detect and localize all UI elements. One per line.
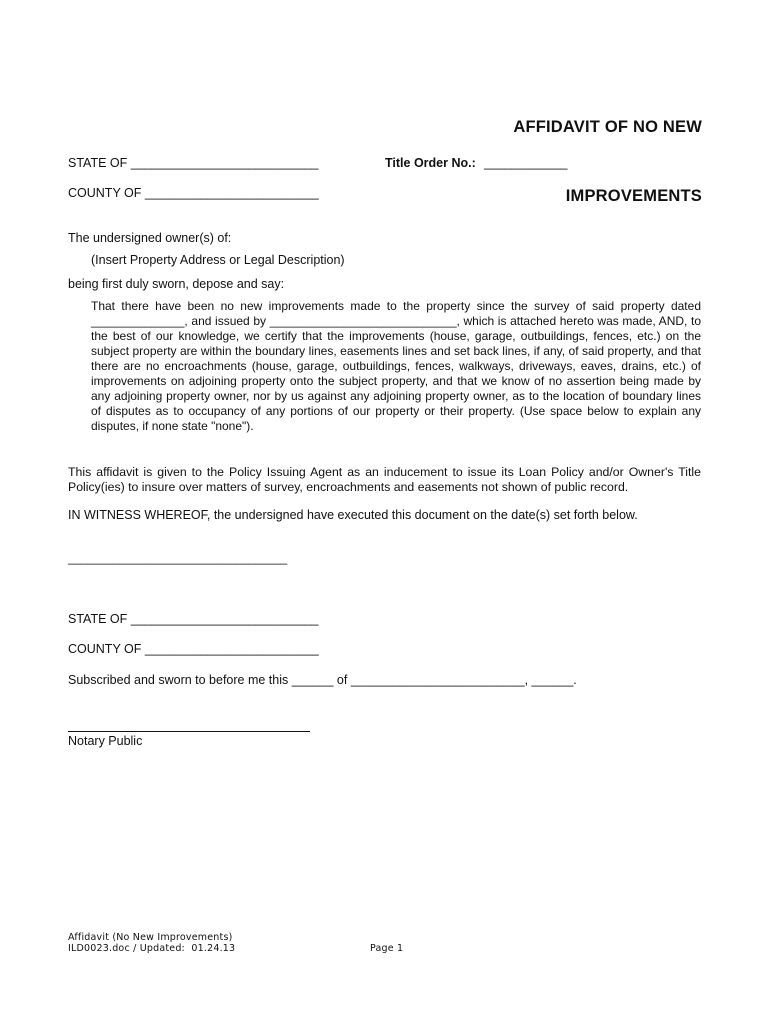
improvements-statement: That there have been no new improvements made to the property since the survey of said property dated ______________, and issued by ____________________________, which is attached hereto was made, AND, to the best of our knowledge, we certify that the improvements (house, garage, outbuildings, fences, etc.) on the subject property are within the boundary lines, easements lines and set back lines, if any, of said property, and that there are no encroachments (house, garage, outbuildings, fences, walkways, driveways, eaves, drains, etc.) of improvements on adjoining property onto the subject property, and that we know of no assertion being made by any adjoining property owner, nor by us against any adjoining property owner, as to the location of boundary lines of disputes as to occupancy of any portions of our property or their property. (Use space below to explain any disputes, if none state "none"). — [91, 299, 701, 433]
footer-document-id: ILD0023.doc / Updated: 01.24.13 — [68, 943, 236, 954]
title-line-1: AFFIDAVIT OF NO NEW — [513, 118, 702, 136]
title-line-2: IMPROVEMENTS — [565, 187, 702, 205]
property-description-placeholder: (Insert Property Address or Legal Description) — [91, 253, 345, 267]
county-field[interactable]: COUNTY OF _________________________ — [68, 186, 319, 200]
state-field[interactable]: STATE OF ___________________________ — [68, 156, 319, 170]
document-title — [513, 70, 702, 231]
footer-page-number: Page 1 — [370, 943, 404, 954]
sworn-statement: being first duly sworn, depose and say: — [68, 277, 285, 291]
inducement-paragraph: This affidavit is given to the Policy Issuing Agent as an inducement to issue its Loan Policy and/or Owner's Title Policy(ies) to insure over matters of survey, encroachments and easements not shown of public record. — [68, 465, 701, 494]
notary-state-field[interactable]: STATE OF ___________________________ — [68, 612, 319, 626]
witness-statement: IN WITNESS WHEREOF, the undersigned have executed this document on the date(s) set forth below. — [68, 508, 638, 522]
owners-statement: The undersigned owner(s) of: — [68, 231, 232, 245]
notary-signature-line[interactable] — [68, 731, 310, 732]
owner-signature-line[interactable]: __________________________________ — [68, 552, 288, 565]
title-order-label: Title Order No.: — [385, 156, 476, 170]
footer-document-name: Affidavit (No New Improvements) — [68, 932, 233, 943]
notary-county-field[interactable]: COUNTY OF _________________________ — [68, 642, 319, 656]
subscribed-sworn-statement[interactable]: Subscribed and sworn to before me this ______ of _________________________, ______. — [68, 673, 577, 687]
notary-public-label: Notary Public — [68, 734, 143, 748]
title-order-field[interactable]: ____________ — [484, 156, 568, 170]
